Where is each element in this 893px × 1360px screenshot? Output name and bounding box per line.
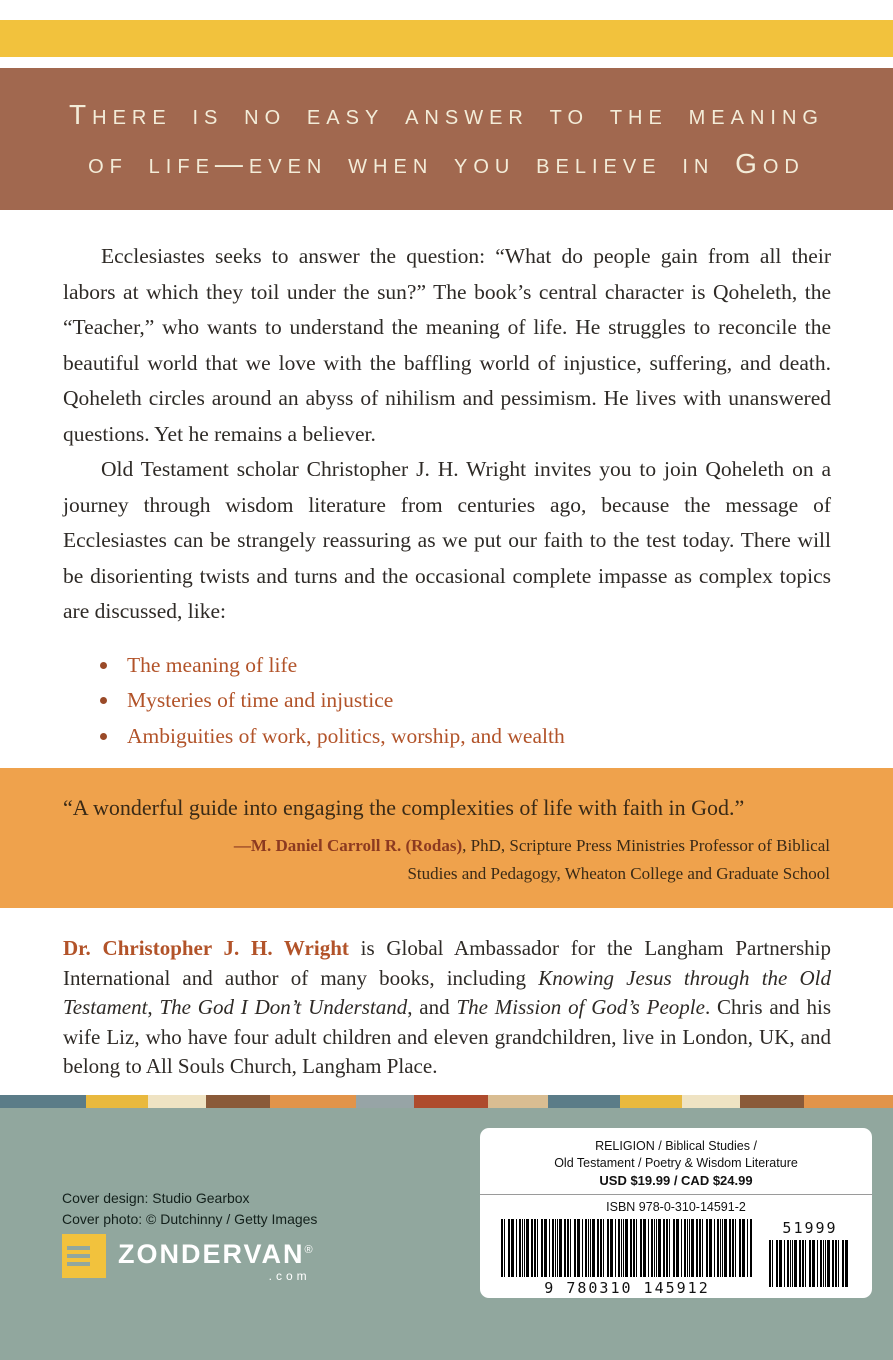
bio-segment: Dr. Christopher J. H. Wright	[63, 936, 349, 960]
endorsement-quote: “A wonderful guide into engaging the complexities of life with faith in God.”	[63, 795, 745, 820]
barcode-bar	[684, 1219, 686, 1277]
barcode-bar	[722, 1219, 723, 1277]
barcode-bar	[714, 1219, 715, 1277]
barcode-bar	[817, 1240, 818, 1287]
stripe-segment	[270, 1095, 356, 1108]
stripe-segment	[86, 1095, 148, 1108]
headline-band	[0, 68, 893, 210]
barcode-bar	[516, 1219, 517, 1277]
barcode-bar	[742, 1219, 745, 1277]
barcode-bar	[812, 1240, 815, 1287]
barcode-bar	[511, 1219, 514, 1277]
barcode-bar	[651, 1219, 653, 1277]
barcode-bar	[702, 1219, 703, 1277]
barcode-bar	[607, 1219, 609, 1277]
stripe-segment	[148, 1095, 206, 1108]
bio-segment: Knowing Jesus through the Old Testament	[63, 965, 831, 1019]
barcode-bar	[845, 1240, 848, 1287]
barcode-bar	[618, 1219, 620, 1277]
price-label: USD $19.99 / CAD $24.99	[599, 1173, 753, 1188]
barcode-bar	[585, 1219, 587, 1277]
category-line-1: RELIGION / Biblical Studies /	[595, 1139, 757, 1153]
barcode-bar	[676, 1219, 679, 1277]
barcode-bar	[729, 1219, 731, 1277]
barcode-bar	[681, 1219, 682, 1277]
publisher-logo	[62, 1234, 315, 1283]
barcode-bar	[823, 1240, 824, 1287]
barcode-bar	[732, 1219, 734, 1277]
topics-list	[98, 648, 831, 755]
barcode-bar	[557, 1219, 558, 1277]
endorsement-band	[0, 768, 893, 908]
bio-segment: . Chris and his wife Liz, who have four adult children and eleven grandchildren, live in London, UK, and belong to All Souls Church, Langham Place.	[63, 995, 831, 1078]
topic-item: Ambiguities of work, politics, worship, and wealth	[98, 719, 831, 755]
barcode-bar	[799, 1240, 801, 1287]
barcode-bar	[544, 1219, 547, 1277]
barcode-bar	[559, 1219, 562, 1277]
headline-line1: There is no easy answer to the meaning	[69, 98, 824, 130]
barcode-bar	[630, 1219, 632, 1277]
barcode-bar	[592, 1219, 595, 1277]
barcode-bar	[709, 1219, 712, 1277]
barcode-bar	[790, 1240, 791, 1287]
barcode-bar	[597, 1219, 599, 1277]
barcode-main	[501, 1219, 753, 1297]
barcode-bar	[501, 1219, 503, 1277]
barcode-bar	[669, 1219, 670, 1277]
publisher-wordmark	[118, 1234, 315, 1283]
barcode-graphic	[492, 1219, 860, 1297]
stripe-segment	[620, 1095, 682, 1108]
barcode-bar	[610, 1219, 613, 1277]
barcode-bar	[640, 1219, 642, 1277]
barcode-bar	[842, 1240, 844, 1287]
barcode-addon-bars	[769, 1240, 851, 1287]
bio-segment: The God I Don’t Understand	[159, 995, 408, 1019]
author-bio-section	[0, 908, 893, 1095]
topic-item: The meaning of life	[98, 648, 831, 684]
barcode-bar	[820, 1240, 822, 1287]
barcode-bar	[776, 1240, 778, 1287]
stripe-segment	[804, 1095, 893, 1108]
barcode-bar	[549, 1219, 550, 1277]
barcode-bar	[600, 1219, 602, 1277]
author-bio-text	[63, 934, 831, 1082]
barcode-bar	[656, 1219, 657, 1277]
barcode-bar	[699, 1219, 701, 1277]
barcode-bar	[570, 1219, 571, 1277]
barcode-bar	[633, 1219, 635, 1277]
barcode-bar	[696, 1219, 698, 1277]
footer-section	[0, 1108, 893, 1360]
barcode-bar	[717, 1219, 719, 1277]
barcode-bar	[567, 1219, 569, 1277]
barcode-bar	[784, 1240, 785, 1287]
stripe-segment	[414, 1095, 488, 1108]
barcode-bar	[706, 1219, 708, 1277]
description-paragraph-1: Ecclesiastes seeks to answer the question: “What do people gain from all their labors at which they toil under the sun?” The book’s central character is Qoheleth, the “Teacher,” who wants to understand the meaning of life. He struggles to reconcile the beautiful world that we love with the baffling world of injustice, suffering, and death. Qoheleth circles around an abyss of nihilism and pessimism. He lives with unanswered questions. Yet he remains a believer.	[63, 244, 831, 446]
barcode-bar	[574, 1219, 576, 1277]
barcode-bar	[792, 1240, 793, 1287]
barcode-bar	[508, 1219, 510, 1277]
barcode-bar	[772, 1240, 773, 1287]
stripe-segment	[548, 1095, 620, 1108]
top-margin	[0, 0, 893, 20]
stripe-segment	[206, 1095, 270, 1108]
barcode-bar	[504, 1219, 505, 1277]
barcode-bar	[590, 1219, 591, 1277]
cover-credits	[62, 1188, 317, 1230]
barcode-bar	[805, 1240, 806, 1287]
barcode-bar	[552, 1219, 554, 1277]
barcode-bar	[582, 1219, 583, 1277]
barcode-bar	[555, 1219, 556, 1277]
barcode-bar	[615, 1219, 616, 1277]
credit-photo: Cover photo: © Dutchinny / Getty Images	[62, 1211, 318, 1227]
barcode-panel	[480, 1128, 872, 1298]
barcode-bar	[747, 1219, 748, 1277]
barcode-bar	[809, 1240, 811, 1287]
top-accent-band	[0, 20, 893, 57]
barcode-bar	[658, 1219, 661, 1277]
barcode-bar	[564, 1219, 566, 1277]
barcode-divider	[480, 1194, 872, 1195]
barcode-bar	[519, 1219, 521, 1277]
barcode-bar	[636, 1219, 637, 1277]
bio-segment: , and	[407, 995, 457, 1019]
endorser-name: —M. Daniel Carroll R. (Rodas)	[233, 836, 463, 855]
barcode-bar	[802, 1240, 804, 1287]
barcode-bar	[769, 1240, 771, 1287]
barcode-bar	[522, 1219, 523, 1277]
barcode-bar	[794, 1240, 797, 1287]
barcode-bar	[724, 1219, 727, 1277]
description-paragraph-2: Old Testament scholar Christopher J. H. Wright invites you to join Qoheleth on a journey through wisdom literature from centuries ago, because the message of Ecclesiastes can be strangely reassuring as we put our faith to the test today. There will be disorienting twists and turns and the occasional complete impasse as complex topics are discussed, like:	[63, 457, 831, 623]
barcode-bar	[827, 1240, 830, 1287]
stripe-segment	[356, 1095, 414, 1108]
barcode-bar	[654, 1219, 655, 1277]
bio-segment: The Mission of God’s People	[456, 995, 705, 1019]
barcode-bar	[835, 1240, 837, 1287]
barcode-bar	[689, 1219, 690, 1277]
barcode-bar	[524, 1219, 525, 1277]
endorser-title: , PhD, Scripture Press Ministries Professor of Biblical Studies and Pedagogy, Wheaton College and Graduate School	[407, 836, 830, 883]
bio-segment: is Global Ambassador for the Langham Partnership International and author of many books, including	[63, 936, 832, 990]
barcode-bar	[832, 1240, 834, 1287]
description-section	[0, 210, 893, 768]
barcode-bar	[691, 1219, 694, 1277]
barcode-bar	[603, 1219, 604, 1277]
stripe-segment	[488, 1095, 548, 1108]
topic-item: Mysteries of time and injustice	[98, 683, 831, 719]
barcode-bar	[621, 1219, 622, 1277]
stripe-segment	[0, 1095, 86, 1108]
band-gap	[0, 57, 893, 68]
barcode-bar	[625, 1219, 628, 1277]
price-code: 51999	[782, 1219, 838, 1237]
barcode-addon	[769, 1219, 851, 1287]
barcode-bar	[537, 1219, 538, 1277]
headline-line2: of life—even when you believe in God	[88, 147, 805, 179]
barcode-bar	[666, 1219, 668, 1277]
barcode-bar	[825, 1240, 826, 1287]
stripe-segment	[740, 1095, 804, 1108]
barcode-bar	[739, 1219, 741, 1277]
zondervan-icon	[62, 1234, 106, 1278]
barcode-bar	[541, 1219, 543, 1277]
barcode-bar	[720, 1219, 721, 1277]
publisher-name: ZONDERVAN®	[118, 1239, 315, 1269]
barcode-bar	[673, 1219, 675, 1277]
bio-segment: ,	[147, 995, 160, 1019]
barcode-bar	[663, 1219, 665, 1277]
barcode-bar	[577, 1219, 580, 1277]
barcode-bar	[534, 1219, 536, 1277]
registered-mark: ®	[304, 1244, 315, 1256]
barcode-bar	[588, 1219, 589, 1277]
barcode-bar	[787, 1240, 789, 1287]
barcode-bar	[526, 1219, 529, 1277]
barcode-bar	[648, 1219, 649, 1277]
color-stripe	[0, 1095, 893, 1108]
barcode-bar	[838, 1240, 839, 1287]
endorsement-attribution	[230, 832, 830, 887]
barcode-bar	[779, 1240, 782, 1287]
barcode-bar	[735, 1219, 736, 1277]
barcode-bar	[687, 1219, 688, 1277]
barcode-bar	[623, 1219, 624, 1277]
barcode-bar	[750, 1219, 752, 1277]
barcode-bar	[643, 1219, 646, 1277]
publisher-domain: .com	[268, 1269, 311, 1283]
barcode-main-bars	[501, 1219, 753, 1277]
stripe-segment	[682, 1095, 740, 1108]
barcode-bar	[531, 1219, 533, 1277]
credit-design: Cover design: Studio Gearbox	[62, 1190, 250, 1206]
isbn-label: ISBN 978-0-310-14591-2	[606, 1200, 746, 1214]
barcode-digits: 9 780310 145912	[501, 1279, 753, 1297]
category-line-2: Old Testament / Poetry & Wisdom Literature	[554, 1155, 798, 1170]
